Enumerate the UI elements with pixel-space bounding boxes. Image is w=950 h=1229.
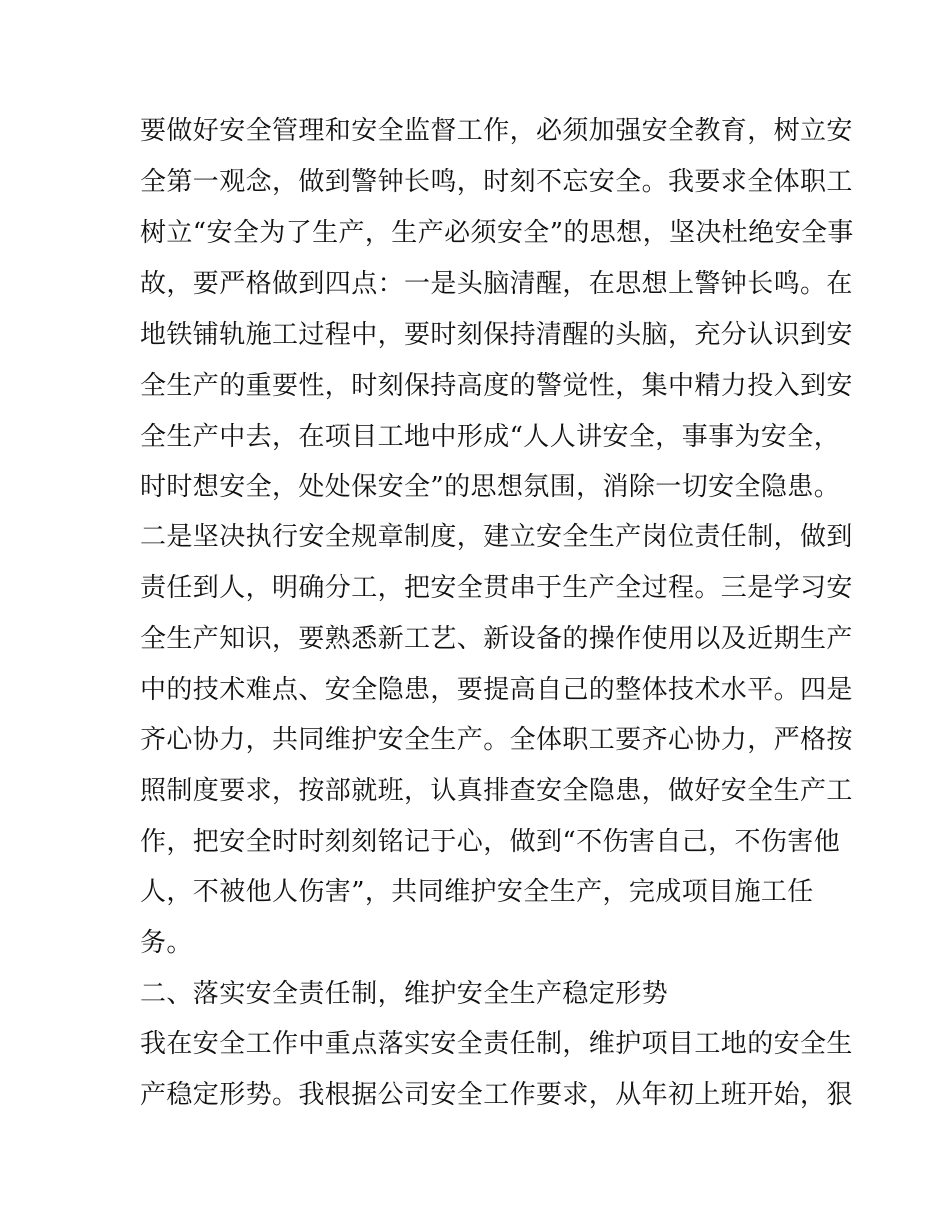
text-line: 地铁铺轨施工过程中，要时刻保持清醒的头脑，充分认识到安 [140,320,853,350]
text-line: 二是坚决执行安全规章制度，建立安全生产岗位责任制，做到 [140,522,853,552]
text-line: 责任到人，明确分工，把安全贯串于生产全过程。三是学习安 [140,573,853,603]
text-line: 全生产的重要性，时刻保持高度的警觉性，集中精力投入到安 [140,371,853,401]
text-line: 故，要严格做到四点：一是头脑清醒，在思想上警钟长鸣。在 [140,269,853,299]
text-line: 我在安全工作中重点落实安全责任制，维护项目工地的安全生 [140,1029,853,1059]
text-line: 全第一观念，做到警钟长鸣，时刻不忘安全。我要求全体职工 [140,167,853,197]
section-heading: 二、落实安全责任制，维护安全生产稳定形势 [140,979,669,1009]
text-line: 务。 [140,928,193,958]
text-line: 照制度要求，按部就班，认真排查安全隐患，做好安全生产工 [140,776,853,806]
text-line: 时时想安全，处处保安全”的思想氛围，消除一切安全隐患。 [140,472,841,502]
text-line: 树立“安全为了生产，生产必须安全”的思想，坚决杜绝安全事 [140,218,854,248]
text-line: 全生产中去，在项目工地中形成“人人讲安全，事事为安全， [140,422,841,452]
text-line: 产稳定形势。我根据公司安全工作要求，从年初上班开始，狠 [140,1080,853,1110]
text-line: 要做好安全管理和安全监督工作，必须加强安全教育，树立安 [140,116,853,146]
text-line: 作，把安全时时刻刻铭记于心，做到“不伤害自己，不伤害他 [140,827,841,857]
text-line: 中的技术难点、安全隐患，要提高自己的整体技术水平。四是 [140,675,853,705]
text-line: 全生产知识，要熟悉新工艺、新设备的操作使用以及近期生产 [140,624,853,654]
text-line: 齐心协力，共同维护安全生产。全体职工要齐心协力，严格按 [140,725,853,755]
text-line: 人，不被他人伤害”，共同维护安全生产，完成项目施工任 [140,877,814,907]
